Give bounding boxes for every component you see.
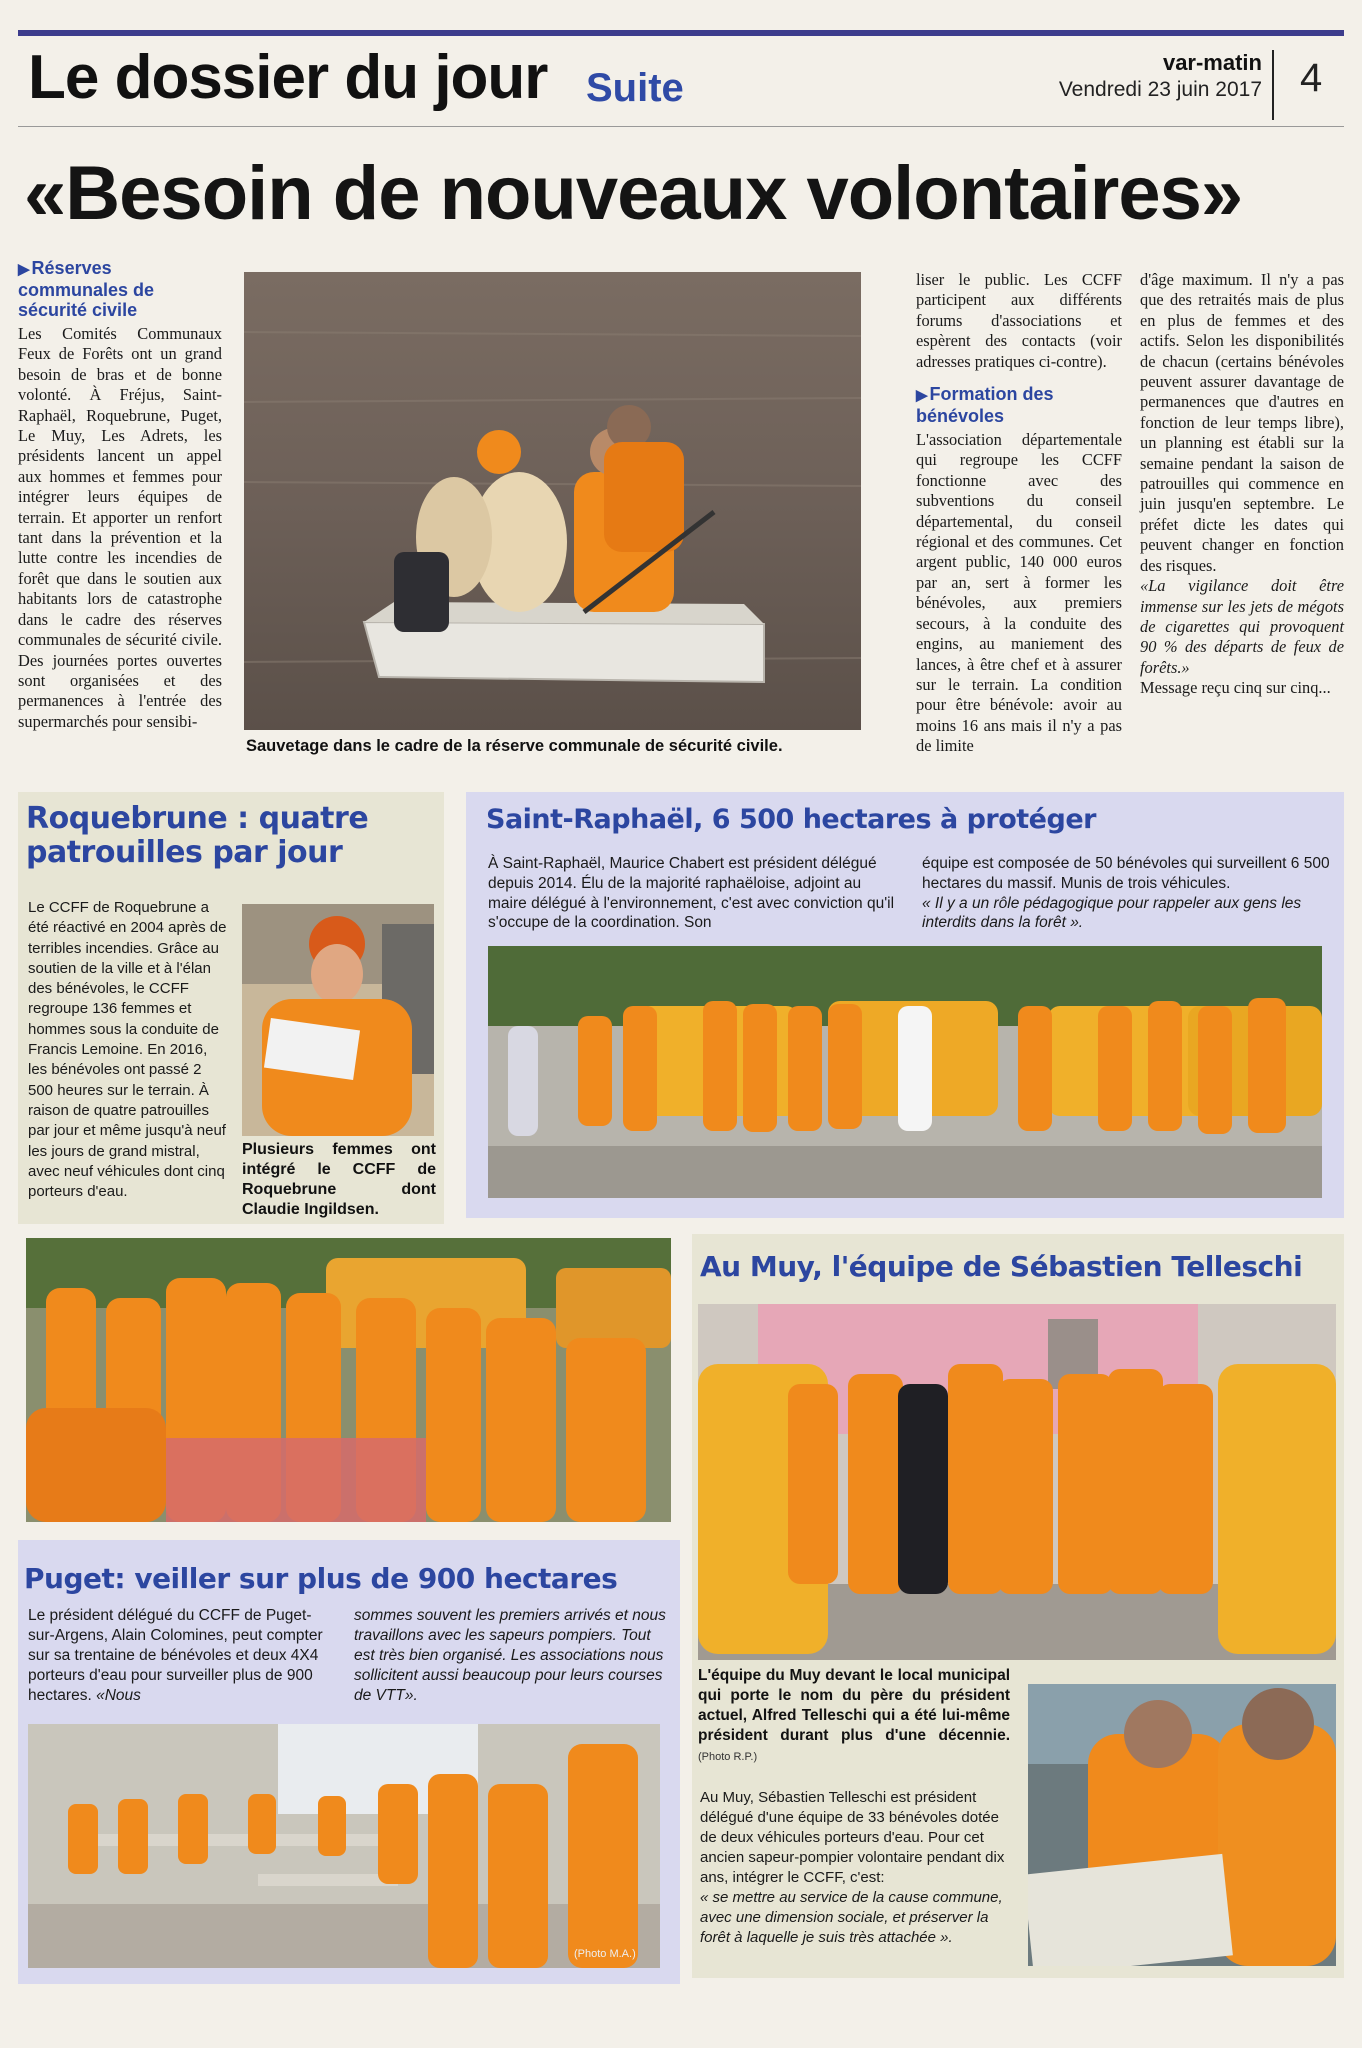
header-rule	[18, 126, 1344, 127]
article-quote: «La vigilance doit être immense sur les jets de mégots de cigarettes qui provoquent 90 % des départs de feux de forêts.»	[1140, 576, 1344, 677]
rescue-photo-caption: Sauvetage dans le cadre de la réserve communale de sécurité civile.	[246, 737, 783, 755]
subhead-text: Formation des bénévoles	[916, 384, 1054, 427]
newspaper-name: var-matin	[1162, 50, 1262, 75]
muy-map-photo	[1028, 1684, 1336, 1966]
saint-raphael-quote: « Il y a un rôle pédagogique pour rappeler aux gens les interdits dans la forêt ».	[922, 894, 1302, 932]
muy-quote: « se mettre au service de la cause commune, avec une dimension sociale, et préserver la forêt à laquelle je suis très attachée ».	[700, 1889, 1003, 1946]
puget-photo-image	[28, 1724, 660, 1968]
roquebrune-title: Roquebrune : quatre patrouilles par jour	[26, 801, 369, 870]
muy-text-1: Au Muy, Sébastien Telleschi est président délégué d'une équipe de 33 bénévoles dotée de deux véhicules porteurs d'eau. Pour cet ancien sapeur-pompier volontaire pendant dix ans, intégrer le CCFF, c'est:	[700, 1789, 1005, 1886]
puget-photo-credit: (Photo M.A.)	[574, 1948, 636, 1960]
muy-photo-image	[698, 1304, 1336, 1660]
muy-caption	[698, 1666, 1010, 1767]
article-text-3b: L'association départementale qui regroupe les CCFF fonctionne avec des subventions du conseil départemental, du conseil régional et des communes. Cet argent public, 140 000 euros par an, sert à former les bénévoles, aux premiers secours, à la conduite des engins, au maniement des lances, à être chef et à assurer sur le terrain. La condition pour être bénévole: avoir au moins 16 ans mais il n'y a pas de limite	[916, 430, 1122, 756]
top-rule	[18, 30, 1344, 36]
puget-col-1	[28, 1606, 332, 1706]
rescue-photo-image	[244, 272, 861, 730]
puget-photo	[28, 1724, 660, 1968]
article-column-3	[916, 270, 1122, 757]
saint-raphael-text-1: À Saint-Raphaël, Maurice Chabert est président délégué depuis 2014. Élu de la majorité raphaëloise, adjoint au maire délégué à l'environnement, c'est avec conviction qu'il s'occupe de la coordination. Son	[488, 855, 895, 932]
roquebrune-photo	[242, 904, 434, 1136]
puget-title: Puget: veiller sur plus de 900 hectares	[24, 1562, 618, 1595]
saint-raphael-photo-image	[488, 946, 1322, 1198]
saint-raphael-text-2: équipe est composée de 50 bénévoles qui surveillent 6 500 hectares du massif. Munis de trois véhicules.	[922, 855, 1330, 892]
roquebrune-group-photo	[26, 1238, 671, 1522]
article-text-3a: liser le public. Les CCFF participent aux différents forums d'associations et espèrent des contacts (voir adresses pratiques ci-contre).	[916, 270, 1122, 371]
muy-map-photo-image	[1028, 1684, 1336, 1966]
muy-caption-text: L'équipe du Muy devant le local municipal qui porte le nom du père du président actuel, Alfred Telleschi qui a été lui-même président durant plus d'une décennie.	[698, 1667, 1010, 1744]
subhead-text: Réserves communales de sécurité civile	[18, 258, 155, 320]
muy-photo-credit: (Photo R.P.)	[698, 1751, 758, 1763]
subhead-formation	[916, 384, 1122, 426]
arrow-icon: ▶	[18, 261, 30, 278]
article-text-4a: d'âge maximum. Il n'y a pas que des retraités mais de plus en plus de femmes et des actifs. Selon les disponibilités de chacun (certains bénévoles peuvent assurer davantage de permanences que d'autres en fonction de leur temps libre), un planning est établi sur la semaine pendant la saison de patrouilles qui commence en juin jusqu'en septembre. Le préfet dicte les dates qui peuvent changer en fonction des risques.	[1140, 270, 1344, 575]
puget-quote-start: «Nous	[96, 1687, 141, 1704]
arrow-icon: ▶	[916, 387, 928, 405]
roquebrune-caption: Plusieurs femmes ont intégré le CCFF de Roquebrune dont Claudie Ingildsen.	[242, 1141, 436, 1218]
article-column-1	[18, 258, 222, 732]
puget-text-1	[28, 1606, 332, 1706]
saint-raphael-col-2	[922, 854, 1334, 933]
rescue-photo	[244, 272, 861, 730]
saint-raphael-photo	[488, 946, 1322, 1198]
section-suite: Suite	[586, 66, 684, 110]
muy-title: Au Muy, l'équipe de Sébastien Telleschi	[700, 1250, 1303, 1283]
article-column-4	[1140, 270, 1344, 699]
issue-date: Vendredi 23 juin 2017	[1058, 78, 1262, 101]
saint-raphael-title: Saint-Raphaël, 6 500 hectares à protéger	[486, 804, 1096, 835]
header-divider	[1272, 50, 1274, 120]
roquebrune-group-photo-image	[26, 1238, 671, 1522]
article-text-4c: Message reçu cinq sur cinq...	[1140, 678, 1331, 698]
puget-text-1-main: Le président délégué du CCFF de Puget-sur-Argens, Alain Colomines, peut compter sur sa trentaine de bénévoles et deux 4X4 porteurs d'eau pour surveiller plus de 900 hectares.	[28, 1607, 323, 1704]
section-title: Le dossier du jour	[28, 43, 548, 112]
subhead-reserves	[18, 258, 222, 320]
muy-text	[700, 1788, 1010, 1948]
muy-photo	[698, 1304, 1336, 1660]
main-headline: «Besoin de nouveaux volontaires»	[24, 151, 1243, 236]
roquebrune-text: Le CCFF de Roquebrune a été réactivé en 2004 après de terribles incendies. Grâce au soutien de la ville et à l'élan des bénévoles, le CCFF regroupe 136 femmes et hommes sous la conduite de Francis Lemoine. En 2016, les bénévoles ont passé 2 500 heures sur le terrain. À raison de quatre patrouilles par jour et même jusqu'à neuf les jours de grand mistral, avec neuf véhicules dont cinq porteurs d'eau.	[28, 899, 227, 1201]
puget-quote: sommes souvent les premiers arrivés et nous travaillons avec les sapeurs pompiers. Tout est très bien organisé. Les associations nous sollicitent aussi beaucoup pour leurs courses de VTT».	[354, 1607, 666, 1704]
roquebrune-photo-image	[242, 904, 434, 1136]
article-text: Les Comités Communaux Feux de Forêts ont un grand besoin de bras et de bonne volonté. À Fréjus, Saint-Raphaël, Roquebrune, Puget, Le Muy, Les Adrets, les présidents lancent un appel aux hommes et femmes pour intégrer leurs équipes de terrain. Et apporter un renfort tant dans la prévention et la lutte contre les incendies de forêt que dans le soutien aux habitants lors de catastrophe dans le cadre des réserves communales de sécurité civile. Des journées portes ouvertes sont organisées et des permanences à l'entrée des supermarchés pour sensibi-	[18, 324, 222, 731]
page-number: 4	[1300, 56, 1323, 100]
